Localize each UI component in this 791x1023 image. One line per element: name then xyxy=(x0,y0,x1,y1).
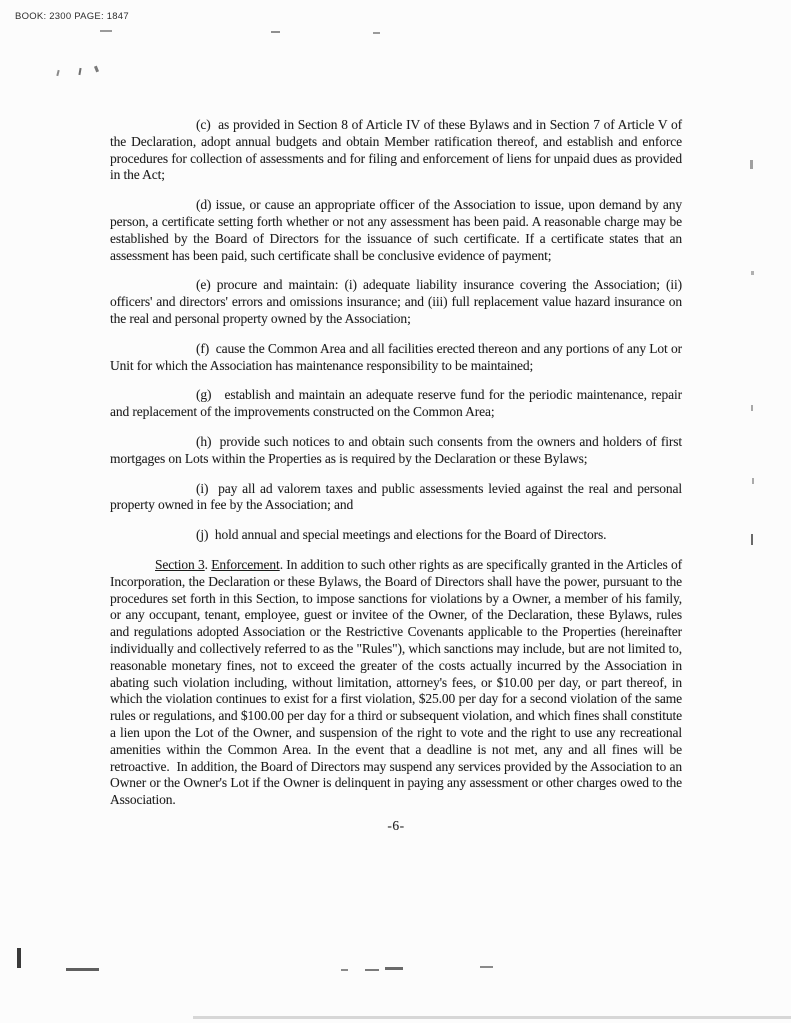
bylaws-clause-j: (j) hold annual and special meetings and elections for the Board of Directors. xyxy=(196,527,607,543)
bylaws-clause-c: (c) as provided in Section 8 of Article IV of these Bylaws and in Section 7 of Article V of the Declaration, adopt annual budgets and obtain Member ratification thereof, and establish and enforce procedures for collection of assessments and for filing and enforcement of liens for unpaid dues as provided in the Act; xyxy=(110,117,682,183)
section-3-label: Section 3 xyxy=(155,556,205,572)
scan-artifact xyxy=(56,70,59,76)
scan-artifact xyxy=(751,534,753,545)
section-3-enforcement-paragraph xyxy=(110,557,682,809)
scan-artifact xyxy=(193,1016,791,1019)
bylaws-clause-e: (e) procure and maintain: (i) adequate liability insurance covering the Association; (ii) officers' and directors' errors and omissions insurance; and (iii) full replacement value hazard insurance on the real and personal property owned by the Association; xyxy=(110,277,682,326)
scan-artifact xyxy=(750,160,753,169)
scan-artifact xyxy=(365,969,379,971)
scan-artifact xyxy=(17,948,21,968)
section-3-body: . In addition to such other rights as are specifically granted in the Articles of Incorporation, the Declaration or these Bylaws, the Board of Directors shall have the power, pursuant to the procedures set forth in this Section, to impose sanctions for violations by a Owner, a member of his family, or any occupant, tenant, employee, guest or invitee of the Owner, of the Declaration, these Bylaws, rules and regulations adopted Association or the Restrictive Covenants applicable to the Properties (hereinafter individually and collectively referred to as the "Rules"), which sanctions may include, but are not limited to, reasonable monetary fines, not to exceed the greater of the costs actually incurred by the Association in abating such violation including, without limitation, attorney's fees, or $10.00 per day, or part thereof, in which the violation continues to exist for a first violation, $25.00 per day for a second violation of the same rules or regulations, and $100.00 per day for a third or subsequent violation, and which fines shall constitute a lien upon the Lot of the Owner, and suspension of the right to vote and the right to use any recreational amenities within the Common Area. In the event that a deadline is not met, any and all fines will be retroactive. In addition, the Board of Directors may suspend any services provided by the Association to an Owner or the Owner's Lot if the Owner is delinquent in paying any assessment or other charges owed to the Association. xyxy=(110,556,682,808)
scan-artifact xyxy=(751,271,754,275)
bylaws-clause-h: (h) provide such notices to and obtain such consents from the owners and holders of first mortgages on Lots within the Properties as is required by the Declaration or these Bylaws; xyxy=(110,433,682,466)
scan-artifact xyxy=(94,66,99,73)
scan-artifact xyxy=(100,30,112,32)
scan-artifact xyxy=(373,32,380,34)
bylaws-clause-g: (g) establish and maintain an adequate reserve fund for the periodic maintenance, repair and replacement of the improvements constructed on the Common Area; xyxy=(110,387,682,420)
book-page-stamp: BOOK: 2300 PAGE: 1847 xyxy=(15,11,129,22)
scan-artifact xyxy=(385,967,403,970)
bylaws-clause-d: (d) issue, or cause an appropriate officer of the Association to issue, upon demand by any person, a certificate setting forth whether or not any assessment has been paid. A reasonable charge may be established by the Board of Directors for the issuance of such certificate. If a certificate states that an assessment has been paid, such certificate shall be conclusive evidence of payment; xyxy=(110,197,682,263)
scan-artifact xyxy=(66,968,99,971)
scan-artifact xyxy=(752,478,754,484)
scan-artifact xyxy=(78,68,81,75)
scan-artifact xyxy=(341,969,348,971)
bylaws-clause-i: (i) pay all ad valorem taxes and public assessments levied against the real and personal property owned in fee by the Association; and xyxy=(110,480,682,513)
section-3-title: Enforcement xyxy=(211,556,280,572)
bylaws-clause-f: (f) cause the Common Area and all facilities erected thereon and any portions of any Lot or Unit for which the Association has maintenance responsibility to be maintained; xyxy=(110,340,682,373)
document-body xyxy=(110,117,682,835)
section-3-separator: . xyxy=(204,556,212,572)
scan-artifact xyxy=(480,966,493,968)
scan-artifact xyxy=(271,31,280,33)
page-number: -6- xyxy=(387,817,405,833)
scan-artifact xyxy=(751,405,753,411)
